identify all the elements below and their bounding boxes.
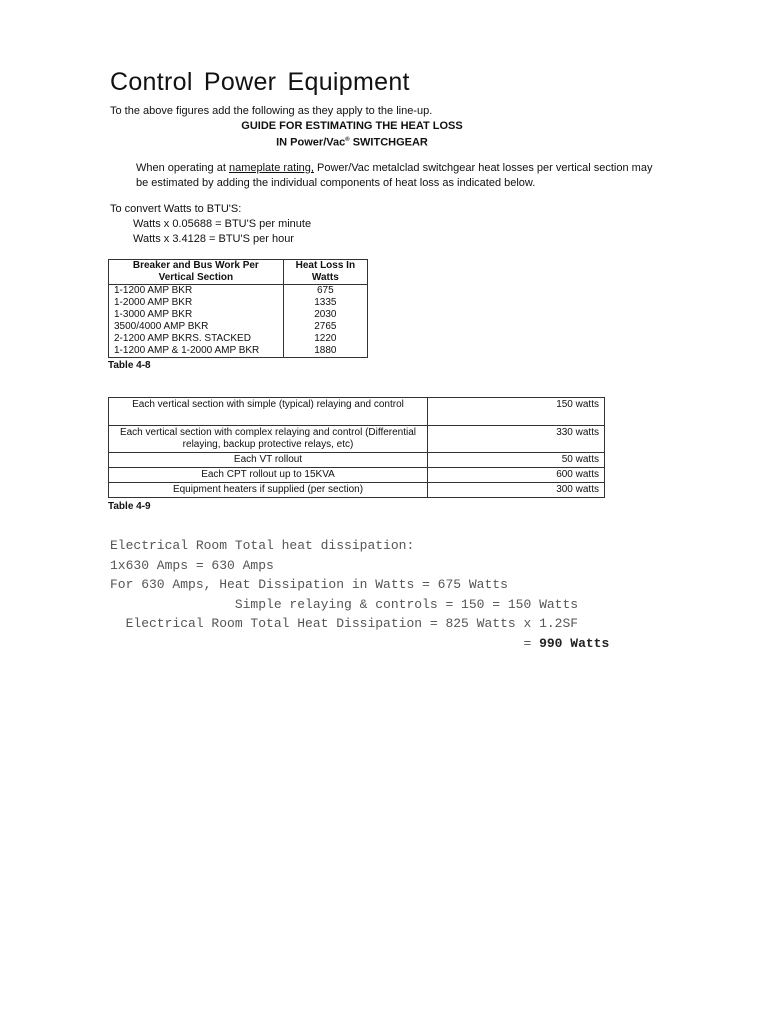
table-cell: Each vertical section with simple (typical) relaying and control — [109, 398, 428, 426]
table-cell: 1-1200 AMP BKR — [109, 285, 284, 298]
table-row — [109, 285, 368, 298]
registered-mark: ® — [345, 137, 350, 143]
calc-line-2: 1x630 Amps = 630 Amps — [110, 557, 274, 573]
operating-paragraph — [136, 161, 656, 191]
guide-heading-prefix: IN Power/Vac — [276, 136, 346, 149]
conversion-heading: To convert Watts to BTU'S: — [110, 203, 242, 215]
conversion-eq-hour-text: Watts x 3.4128 = BTU'S per — [133, 233, 272, 245]
table-header-row — [109, 260, 368, 285]
table-4-8-caption: Table 4-8 — [108, 360, 151, 371]
table-row — [109, 398, 605, 426]
paragraph-after: Power/Vac metalclad switchgear heat losses per vertical section may be estimated by adding the individual components of heat loss as indicated below. — [136, 162, 653, 189]
calc-line-3: For 630 Amps, Heat Dissipation in Watts = 675 Watts — [110, 577, 508, 592]
table-row — [109, 483, 605, 498]
calc-line-6-prefix: = — [110, 635, 540, 651]
table-cell: 1-2000 AMP BKR — [109, 297, 284, 309]
table-row — [109, 333, 368, 345]
table-cell: 1-1200 AMP & 1-2000 AMP BKR — [109, 345, 284, 358]
table-row — [109, 453, 605, 468]
table-cell: Each CPT rollout up to 15KVA — [109, 468, 428, 483]
paragraph-underlined: nameplate rating, — [228, 162, 314, 174]
table-4-9-caption: Table 4-9 — [108, 501, 151, 512]
table-cell: 150 watts — [428, 398, 605, 426]
table-cell: 2-1200 AMP BKRS. STACKED — [109, 333, 284, 345]
paragraph-before: When operating at — [136, 162, 229, 174]
table-cell: Each vertical section with complex relaying and control (Differential relaying, backup protective relays, etc) — [109, 426, 428, 453]
conversion-eq-hour — [110, 232, 311, 247]
table-row — [109, 345, 368, 358]
calc-line-4: Simple relaying & controls = 150 = 150 Watts — [110, 596, 579, 612]
guide-heading — [110, 119, 594, 150]
table-row — [109, 309, 368, 321]
table-cell: 2765 — [283, 321, 367, 333]
page-title: Control Power Equipment — [110, 68, 410, 96]
calc-line-1: Electrical Room Total heat dissipation: — [110, 538, 415, 553]
table-row — [109, 321, 368, 333]
table-cell: Each VT rollout — [109, 453, 428, 468]
table-cell: 3500/4000 AMP BKR — [109, 321, 284, 333]
table-4-8 — [108, 259, 368, 358]
guide-heading-line2 — [110, 133, 594, 150]
table-cell: 300 watts — [428, 483, 605, 498]
intro-text: To the above figures add the following as they apply to the line-up. — [110, 105, 433, 117]
conversion-eq-minute: Watts x 0.05688 = BTU'S per minute — [133, 218, 312, 230]
table-row — [109, 426, 605, 453]
table-cell: 675 — [283, 285, 367, 298]
conversion-block — [110, 202, 311, 247]
table-cell: 1-3000 AMP BKR — [109, 309, 284, 321]
guide-heading-suffix: SWITCHGEAR — [349, 136, 428, 149]
calc-total-result: 990 Watts — [539, 635, 610, 651]
table-cell: 2030 — [283, 309, 367, 321]
guide-heading-line1: GUIDE FOR ESTIMATING THE HEAT LOSS — [241, 120, 463, 132]
table-cell: 600 watts — [428, 468, 605, 483]
calc-line-6 — [110, 634, 609, 654]
table-cell: 1220 — [283, 333, 367, 345]
table-4-9 — [108, 397, 605, 498]
table-cell: Equipment heaters if supplied (per section) — [109, 483, 428, 498]
table-cell: 1880 — [283, 345, 367, 358]
table-header-section: Breaker and Bus Work Per Vertical Section — [109, 260, 284, 285]
calc-line-5: Electrical Room Total Heat Dissipation = 825 Watts x 1.2SF — [110, 616, 579, 631]
table-row — [109, 468, 605, 483]
table-row — [109, 297, 368, 309]
heat-calculation — [110, 536, 609, 653]
conversion-eq-hour-unit: hour — [271, 233, 294, 245]
table-cell: 1335 — [283, 297, 367, 309]
table-cell: 50 watts — [428, 453, 605, 468]
table-header-heat-loss: Heat Loss In Watts — [283, 260, 367, 285]
table-cell: 330 watts — [428, 426, 605, 453]
